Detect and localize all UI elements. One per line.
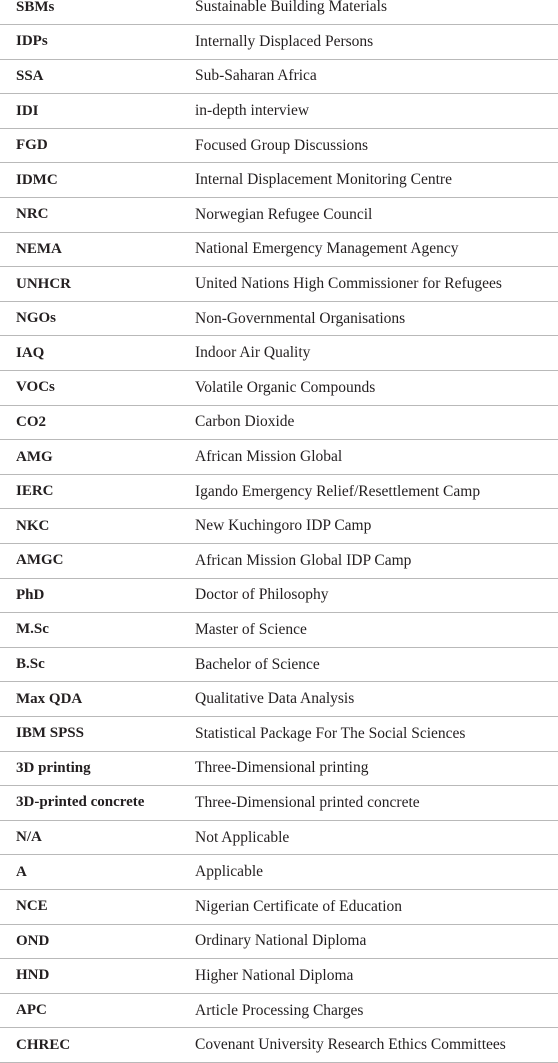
table-row [0,232,558,267]
definition-cell: Sustainable Building Materials [194,0,558,25]
table-row [0,267,558,302]
abbreviation-cell: HND [0,959,194,994]
abbreviation-cell: FGD [0,128,194,163]
table-row [0,993,558,1028]
table-row [0,371,558,406]
abbreviation-cell: APC [0,993,194,1028]
table-row [0,751,558,786]
definition-cell: Internally Displaced Persons [194,25,558,60]
definition-cell: Applicable [194,855,558,890]
definition-cell: Not Applicable [194,820,558,855]
abbreviation-cell: PhD [0,578,194,613]
definition-cell: Carbon Dioxide [194,405,558,440]
table-row [0,855,558,890]
definition-cell: Article Processing Charges [194,993,558,1028]
abbreviation-cell: Max QDA [0,682,194,717]
table-row [0,820,558,855]
table-row [0,301,558,336]
definition-cell: Bachelor of Science [194,647,558,682]
abbreviation-cell: AMGC [0,544,194,579]
abbreviation-cell: IERC [0,474,194,509]
table-row [0,544,558,579]
abbreviation-cell: IBM SPSS [0,716,194,751]
abbreviation-cell: IDPs [0,25,194,60]
table-row [0,959,558,994]
abbreviation-cell: CO2 [0,405,194,440]
definition-cell: Three-Dimensional printing [194,751,558,786]
table-row [0,440,558,475]
abbreviation-cell: UNHCR [0,267,194,302]
table-row [0,94,558,129]
definition-cell: Ordinary National Diploma [194,924,558,959]
definition-cell: in-depth interview [194,94,558,129]
abbreviation-cell: SBMs [0,0,194,25]
abbreviation-cell: NRC [0,198,194,233]
table-row [0,509,558,544]
definition-cell: Higher National Diploma [194,959,558,994]
table-row [0,786,558,821]
table-row [0,128,558,163]
table-row [0,163,558,198]
definition-cell: Norwegian Refugee Council [194,198,558,233]
abbreviation-cell: N/A [0,820,194,855]
abbreviation-cell: NEMA [0,232,194,267]
table-row [0,647,558,682]
abbreviation-cell: M.Sc [0,613,194,648]
definition-cell: Doctor of Philosophy [194,578,558,613]
table-row [0,474,558,509]
abbreviation-cell: NCE [0,889,194,924]
definition-cell: Master of Science [194,613,558,648]
definition-cell: Volatile Organic Compounds [194,371,558,406]
abbreviation-cell: NKC [0,509,194,544]
definition-cell: Focused Group Discussions [194,128,558,163]
abbreviation-cell: OND [0,924,194,959]
abbreviation-cell: 3D printing [0,751,194,786]
table-row [0,198,558,233]
table-row [0,924,558,959]
abbreviation-cell: AMG [0,440,194,475]
abbreviation-cell: IAQ [0,336,194,371]
abbreviation-cell: IDMC [0,163,194,198]
table-row [0,578,558,613]
table-row [0,716,558,751]
abbreviation-cell: A [0,855,194,890]
abbreviation-cell: IDI [0,94,194,129]
abbreviation-cell: NGOs [0,301,194,336]
table-row [0,59,558,94]
definition-cell: Statistical Package For The Social Sciences [194,716,558,751]
table-row [0,0,558,25]
definition-cell: Three-Dimensional printed concrete [194,786,558,821]
abbreviation-cell: SSA [0,59,194,94]
abbreviation-cell: VOCs [0,371,194,406]
definition-cell: Qualitative Data Analysis [194,682,558,717]
definition-cell: New Kuchingoro IDP Camp [194,509,558,544]
definition-cell: Non-Governmental Organisations [194,301,558,336]
table-row [0,889,558,924]
definition-cell: Igando Emergency Relief/Resettlement Camp [194,474,558,509]
definition-cell: Nigerian Certificate of Education [194,889,558,924]
table-row [0,613,558,648]
table-row [0,25,558,60]
abbreviation-cell: B.Sc [0,647,194,682]
definition-cell: African Mission Global IDP Camp [194,544,558,579]
definition-cell: African Mission Global [194,440,558,475]
table-row [0,682,558,717]
definition-cell: United Nations High Commissioner for Refugees [194,267,558,302]
table-row [0,1028,558,1063]
definition-cell: Sub-Saharan Africa [194,59,558,94]
abbreviation-cell: CHREC [0,1028,194,1063]
definition-cell: Indoor Air Quality [194,336,558,371]
definition-cell: Covenant University Research Ethics Committees [194,1028,558,1063]
abbreviation-cell: 3D-printed concrete [0,786,194,821]
definition-cell: Internal Displacement Monitoring Centre [194,163,558,198]
definition-cell: National Emergency Management Agency [194,232,558,267]
table-row [0,405,558,440]
table-row [0,336,558,371]
